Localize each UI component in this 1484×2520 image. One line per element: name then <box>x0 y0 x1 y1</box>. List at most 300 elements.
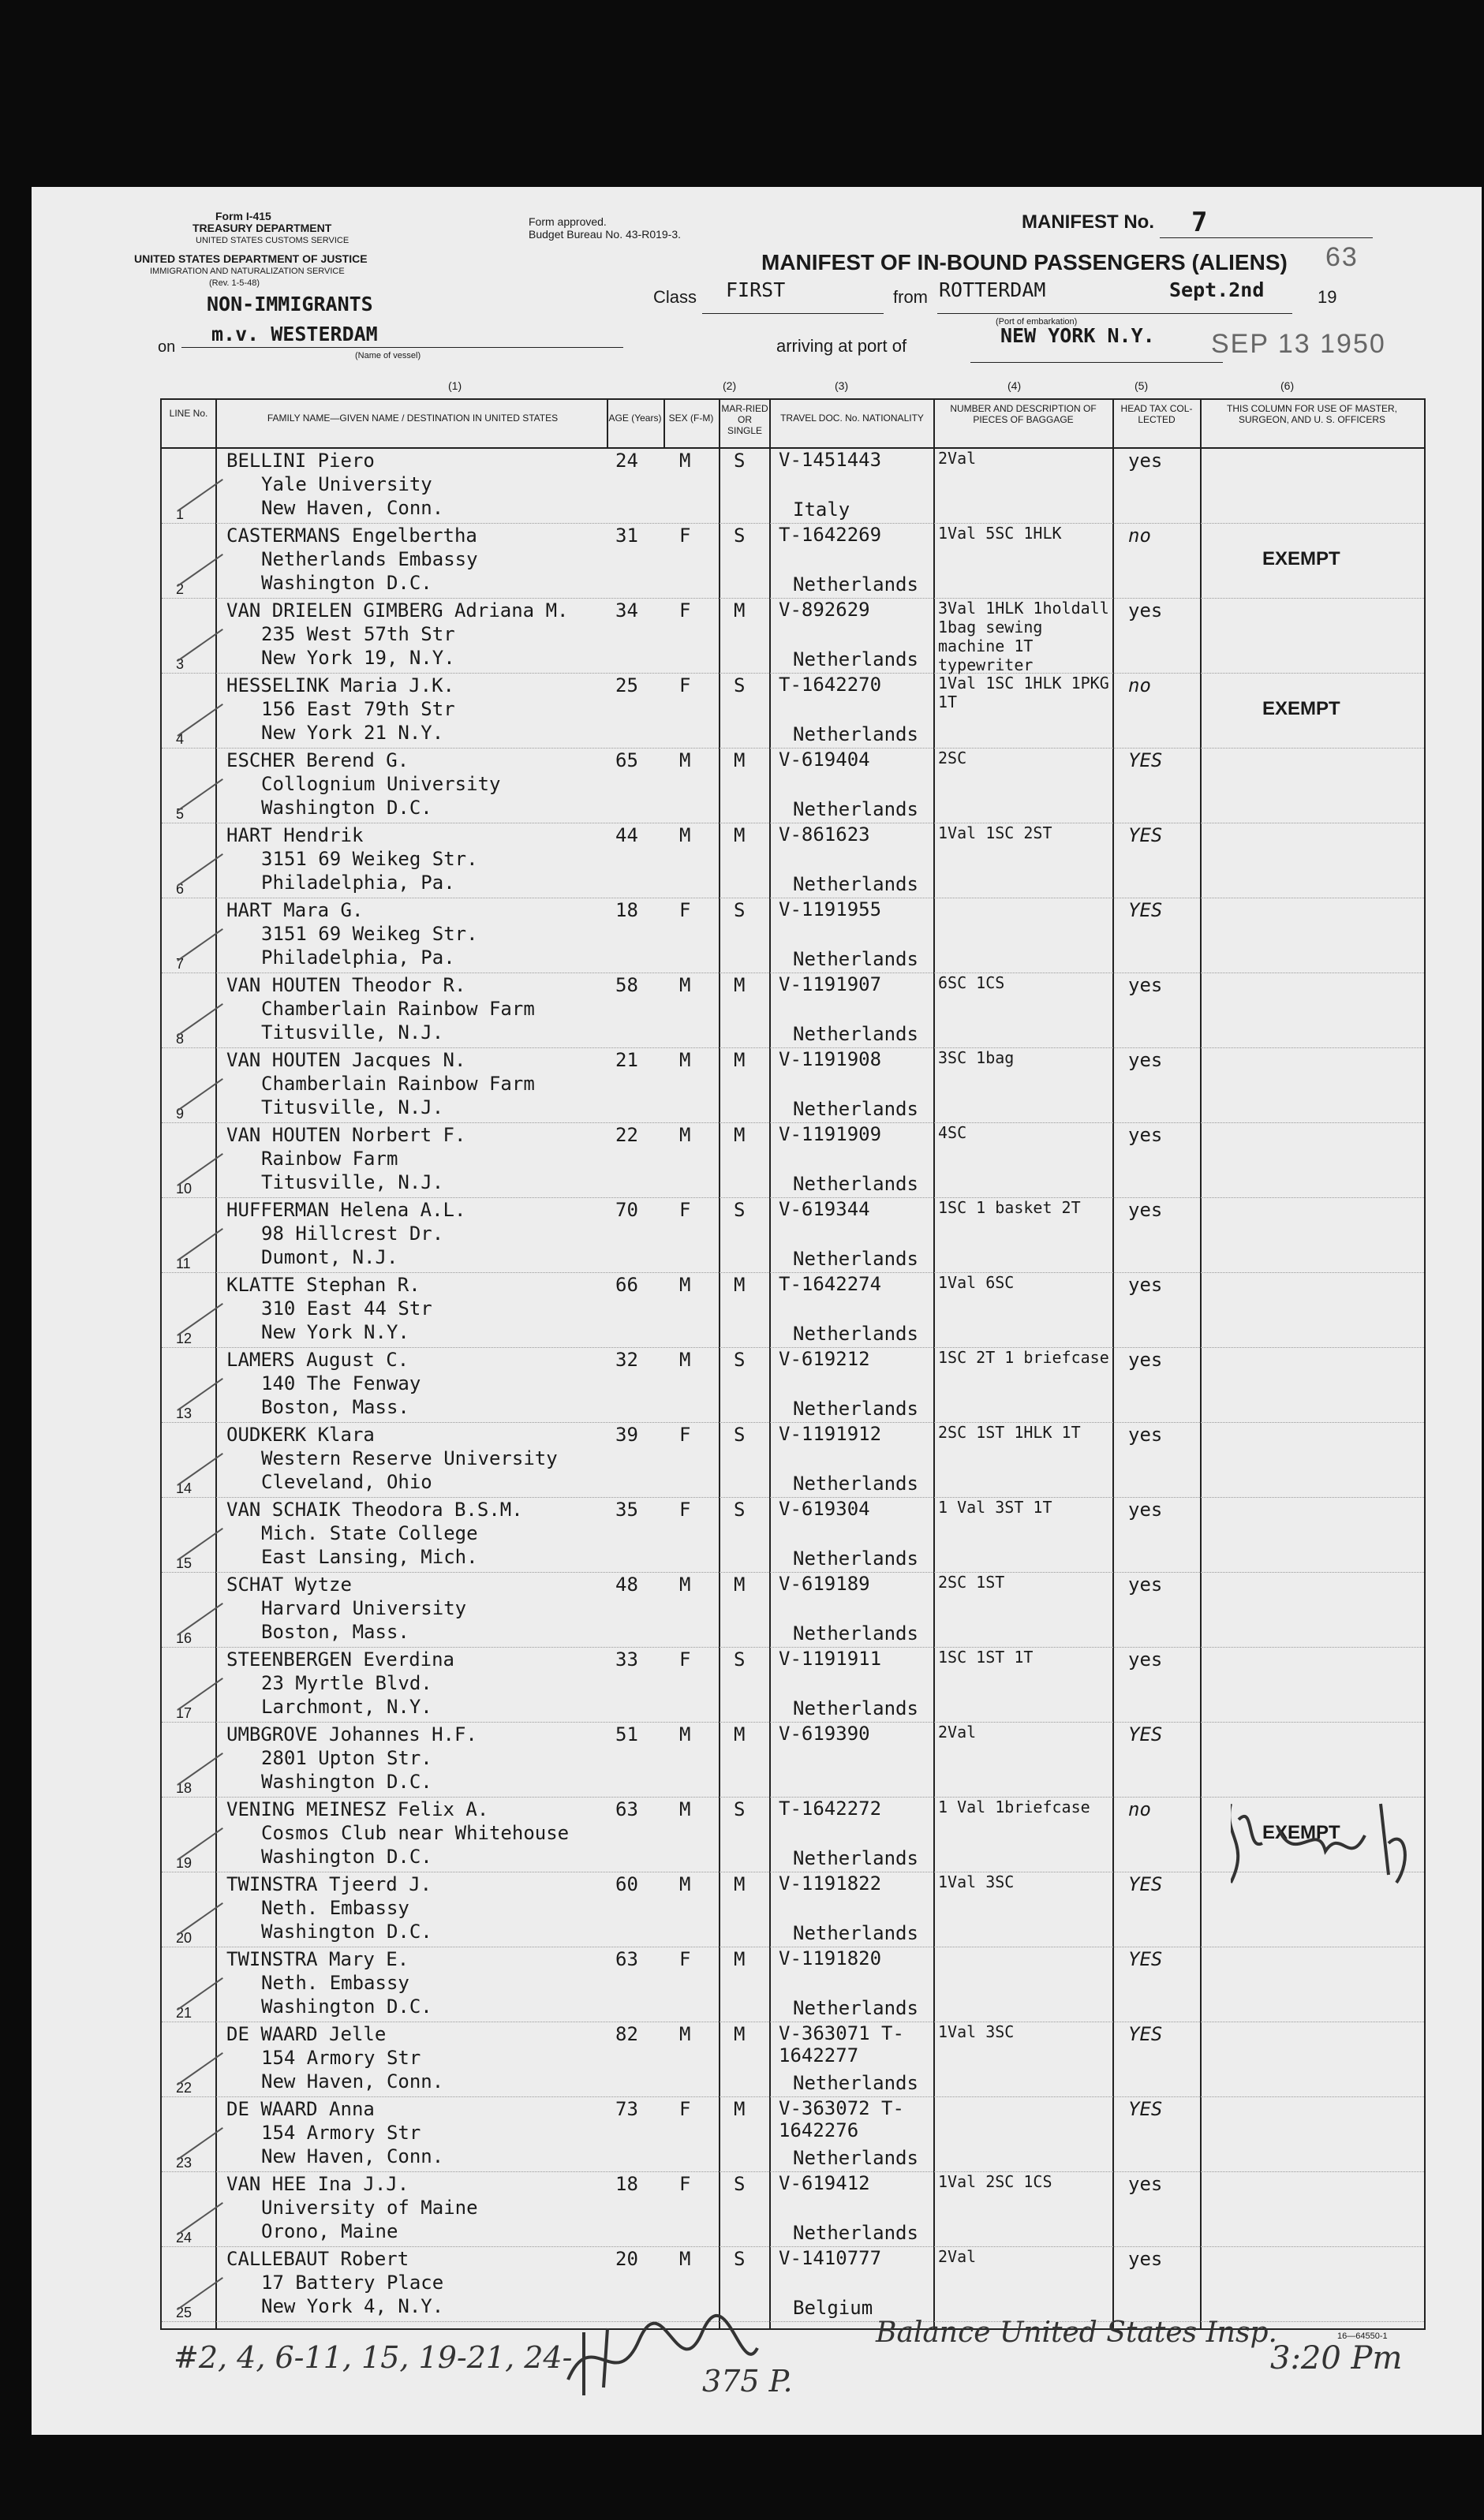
sex: F <box>679 599 691 622</box>
line-number: 18 <box>176 1780 193 1796</box>
baggage: 1Val 2SC 1CS <box>938 2172 1052 2191</box>
sex: M <box>679 1723 691 1745</box>
passenger-name: HESSELINK Maria J.K. <box>226 674 454 696</box>
marital-status: M <box>734 1723 746 1745</box>
nationality: Netherlands <box>793 1547 918 1570</box>
table-row <box>162 449 1424 524</box>
table-row <box>162 524 1424 599</box>
passenger-name: DE WAARD Anna <box>226 2098 375 2120</box>
travel-doc-number: T-1642270 <box>779 674 882 696</box>
col-num-4: (4) <box>1007 379 1022 392</box>
age: 65 <box>615 749 638 771</box>
nationality: Netherlands <box>793 1323 918 1345</box>
age: 44 <box>615 824 638 846</box>
passenger-name: VENING MEINESZ Felix A. <box>226 1798 489 1820</box>
head-tax: yes <box>1128 1274 1163 1296</box>
address-line-1: Mich. State College <box>261 1522 478 1544</box>
check-mark-icon <box>177 629 222 662</box>
check-mark-icon <box>177 1528 222 1561</box>
col-header-officers: THIS COLUMN FOR USE OF MASTER, SURGEON, AND U. S. OFFICERS <box>1226 403 1397 425</box>
check-mark-icon <box>177 1753 222 1786</box>
table-row <box>162 1648 1424 1723</box>
check-mark-icon <box>177 1603 222 1636</box>
age: 63 <box>615 1798 638 1820</box>
travel-doc-number: V-619212 <box>779 1348 870 1370</box>
table-row <box>162 1198 1424 1273</box>
passenger-name: VAN SCHAIK Theodora B.S.M. <box>226 1499 523 1521</box>
sex: F <box>679 2098 691 2120</box>
line-number: 8 <box>176 1031 185 1047</box>
marital-status: M <box>734 599 746 622</box>
head-tax: YES <box>1128 2098 1163 2120</box>
col-header-baggage: NUMBER AND DESCRIPTION OF PIECES OF BAGGAGE <box>950 403 1097 425</box>
baggage: 1Val 3SC <box>938 1872 1015 1891</box>
address-line-1: Chamberlain Rainbow Farm <box>261 1073 535 1095</box>
passenger-name: STEENBERGEN Everdina <box>226 1648 454 1671</box>
table-row <box>162 1573 1424 1648</box>
address-line-2: East Lansing, Mich. <box>261 1546 478 1568</box>
address-line-2: New York N.Y. <box>261 1321 409 1343</box>
travel-doc-number: V-1191911 <box>779 1648 882 1670</box>
travel-doc-number: V-1191912 <box>779 1423 882 1445</box>
marital-status: M <box>734 824 746 846</box>
address-line-1: 140 The Fenway <box>261 1372 421 1394</box>
nationality: Netherlands <box>793 1248 918 1270</box>
non-immigrants-label: NON-IMMIGRANTS <box>207 293 373 315</box>
address-line-2: Orono, Maine <box>261 2220 398 2242</box>
head-tax: YES <box>1128 749 1163 771</box>
marital-status: S <box>734 1648 746 1671</box>
address-line-2: Washington D.C. <box>261 1995 432 2018</box>
from-port: ROTTERDAM <box>939 278 1046 301</box>
passenger-name: BELLINI Piero <box>226 450 375 472</box>
check-mark-icon <box>177 1303 222 1336</box>
travel-doc-number: V-619189 <box>779 1573 870 1595</box>
sailing-date: Sept.2nd <box>1169 278 1265 301</box>
vessel-note: (Name of vessel) <box>355 351 421 360</box>
address-line-2: New Haven, Conn. <box>261 497 444 519</box>
age: 73 <box>615 2098 638 2120</box>
inspector-signature <box>560 2309 765 2403</box>
baggage: 1SC 1ST 1T <box>938 1648 1034 1667</box>
age: 18 <box>615 899 638 921</box>
nationality: Netherlands <box>793 1997 918 2019</box>
check-mark-icon <box>177 1228 222 1261</box>
passenger-name: LAMERS August C. <box>226 1349 409 1371</box>
marital-status: M <box>734 2023 746 2045</box>
marital-status: S <box>734 1499 746 1521</box>
travel-doc-number: V-619390 <box>779 1723 870 1745</box>
baggage: 6SC 1CS <box>938 973 1005 992</box>
manifest-sheet <box>32 187 1482 2435</box>
nationality: Netherlands <box>793 1922 918 1944</box>
marital-status: M <box>734 1574 746 1596</box>
table-row <box>162 1498 1424 1573</box>
head-tax: yes <box>1128 1574 1163 1596</box>
line-number: 25 <box>176 2305 193 2320</box>
sex: F <box>679 1648 691 1671</box>
nationality: Netherlands <box>793 1847 918 1869</box>
address-line-2: Larchmont, N.Y. <box>261 1696 432 1718</box>
address-line-1: Yale University <box>261 473 432 495</box>
col-num-5: (5) <box>1134 379 1149 392</box>
baggage: 1Val 5SC 1HLK <box>938 524 1062 543</box>
sex: M <box>679 1873 691 1895</box>
address-line-1: Chamberlain Rainbow Farm <box>261 998 535 1020</box>
age: 33 <box>615 1648 638 1671</box>
sex: F <box>679 2173 691 2195</box>
address-line-2: New York 21 N.Y. <box>261 722 444 744</box>
passenger-name: UMBGROVE Johannes H.F. <box>226 1723 477 1745</box>
travel-doc-number: V-363071 T-1642277 <box>779 2022 904 2066</box>
nationality: Netherlands <box>793 2072 918 2094</box>
check-mark-icon <box>177 1378 222 1411</box>
baggage: 2SC 1ST <box>938 1573 1005 1592</box>
check-mark-icon <box>177 1827 222 1861</box>
head-tax: yes <box>1128 450 1163 472</box>
passenger-name: KLATTE Stephan R. <box>226 1274 421 1296</box>
table-row <box>162 1273 1424 1348</box>
head-tax: yes <box>1128 1424 1163 1446</box>
line-number: 4 <box>176 731 185 747</box>
line-number: 13 <box>176 1406 193 1421</box>
sex: M <box>679 1274 691 1296</box>
baggage: 2SC 1ST 1HLK 1T <box>938 1423 1081 1442</box>
marital-status: S <box>734 1199 746 1221</box>
table-row <box>162 898 1424 973</box>
class-value: FIRST <box>726 278 786 301</box>
address-line-1: Neth. Embassy <box>261 1897 409 1919</box>
address-line-1: 3151 69 Weikeg Str. <box>261 848 478 870</box>
ins-service: IMMIGRATION AND NATURALIZATION SERVICE <box>150 267 345 276</box>
officer-initials <box>1231 1796 1420 1898</box>
address-line-1: 154 Armory Str <box>261 2047 421 2069</box>
check-mark-icon <box>177 928 222 961</box>
col-header-line: LINE No. <box>169 408 208 419</box>
sex: M <box>679 1124 691 1146</box>
table-row <box>162 2172 1424 2247</box>
address-line-2: Washington D.C. <box>261 1846 432 1868</box>
table-row <box>162 2097 1424 2172</box>
sex: F <box>679 1499 691 1521</box>
marital-status: S <box>734 1798 746 1820</box>
table-row <box>162 1723 1424 1798</box>
address-line-2: Titusville, N.J. <box>261 1021 444 1043</box>
check-mark-icon <box>177 2202 222 2235</box>
table-row <box>162 1947 1424 2022</box>
col-num-2: (2) <box>723 379 737 392</box>
nationality: Netherlands <box>793 2147 918 2169</box>
budget-bureau: Budget Bureau No. 43-R019-3. <box>529 228 682 241</box>
nationality: Belgium <box>793 2297 873 2319</box>
head-tax: YES <box>1128 1948 1163 1970</box>
head-tax: no <box>1128 674 1151 696</box>
head-tax: YES <box>1128 824 1163 846</box>
baggage: 1Val 1SC 1HLK 1PKG 1T <box>938 674 1109 711</box>
baggage: 2SC <box>938 749 967 767</box>
page-number: 63 <box>1325 242 1359 272</box>
sex: M <box>679 824 691 846</box>
line-number: 5 <box>176 806 185 822</box>
line-number: 6 <box>176 881 185 897</box>
officer-note: EXEMPT <box>1262 1822 1340 1843</box>
age: 70 <box>615 1199 638 1221</box>
arriving-label: arriving at port of <box>776 336 907 356</box>
nationality: Netherlands <box>793 1473 918 1495</box>
sex: F <box>679 1199 691 1221</box>
marital-status: S <box>734 2173 746 2195</box>
table-row <box>162 1048 1424 1123</box>
head-tax: yes <box>1128 1499 1163 1521</box>
age: 82 <box>615 2023 638 2045</box>
check-mark-icon <box>177 1003 222 1036</box>
manifest-number: 7 <box>1191 207 1208 238</box>
address-line-2: Washington D.C. <box>261 1771 432 1793</box>
address-line-1: 154 Armory Str <box>261 2122 421 2144</box>
address-line-2: Boston, Mass. <box>261 1396 409 1418</box>
age: 63 <box>615 1948 638 1970</box>
passenger-name: VAN HOUTEN Norbert F. <box>226 1124 466 1146</box>
travel-doc-number: V-619344 <box>779 1198 870 1220</box>
col-num-3: (3) <box>835 379 849 392</box>
marital-status: S <box>734 899 746 921</box>
baggage: 1Val 3SC <box>938 2022 1015 2041</box>
address-line-1: Cosmos Club near Whitehouse <box>261 1822 570 1844</box>
address-line-2: Washington D.C. <box>261 572 432 594</box>
table-row <box>162 674 1424 749</box>
address-line-1: Western Reserve University <box>261 1447 558 1469</box>
address-line-2: Titusville, N.J. <box>261 1171 444 1193</box>
line-number: 21 <box>176 2005 193 2021</box>
check-mark-icon <box>177 778 222 812</box>
annotation-count: 375 P. <box>702 2364 793 2399</box>
sex: F <box>679 674 691 696</box>
nationality: Netherlands <box>793 873 918 895</box>
line-number: 2 <box>176 581 185 597</box>
travel-doc-number: V-1410777 <box>779 2247 882 2269</box>
baggage: 3Val 1HLK 1holdall 1bag sewing machine 1T typewriter <box>938 599 1109 674</box>
baggage: 2Val <box>938 1723 977 1742</box>
passenger-table <box>160 398 1426 2330</box>
marital-status: M <box>734 2098 746 2120</box>
head-tax: YES <box>1128 899 1163 921</box>
on-label: on <box>158 338 176 356</box>
line-number: 24 <box>176 2230 193 2246</box>
col-header-married: MAR-RIED OR SINGLE <box>721 403 768 436</box>
baggage: 1 Val 3ST 1T <box>938 1498 1052 1517</box>
line-number: 14 <box>176 1480 193 1496</box>
year-label: 19 <box>1318 287 1337 307</box>
marital-status: M <box>734 1124 746 1146</box>
age: 51 <box>615 1723 638 1745</box>
baggage: 4SC <box>938 1123 967 1142</box>
sex: M <box>679 749 691 771</box>
age: 35 <box>615 1499 638 1521</box>
officer-note: EXEMPT <box>1262 698 1340 719</box>
form-code: 16—64550-1 <box>1337 2331 1388 2341</box>
age: 58 <box>615 974 638 996</box>
check-mark-icon <box>177 1678 222 1711</box>
age: 21 <box>615 1049 638 1071</box>
line-number: 1 <box>176 506 185 522</box>
age: 32 <box>615 1349 638 1371</box>
nationality: Netherlands <box>793 648 918 670</box>
address-line-1: Harvard University <box>261 1597 467 1619</box>
age: 48 <box>615 1574 638 1596</box>
travel-doc-number: V-892629 <box>779 599 870 621</box>
age: 24 <box>615 450 638 472</box>
table-row <box>162 1423 1424 1498</box>
passenger-name: HART Mara G. <box>226 899 364 921</box>
address-line-1: University of Maine <box>261 2197 478 2219</box>
check-mark-icon <box>177 479 222 512</box>
marital-status: M <box>734 749 746 771</box>
line-number: 7 <box>176 956 185 972</box>
line-number: 12 <box>176 1331 193 1346</box>
sex: M <box>679 1574 691 1596</box>
sex: M <box>679 1349 691 1371</box>
check-mark-icon <box>177 853 222 887</box>
baggage: 1SC 2T 1 briefcase <box>938 1348 1109 1367</box>
table-row <box>162 1123 1424 1198</box>
head-tax: yes <box>1128 2173 1163 2195</box>
nationality: Netherlands <box>793 1398 918 1420</box>
justice-dept: UNITED STATES DEPARTMENT OF JUSTICE <box>134 252 368 265</box>
address-line-2: Washington D.C. <box>261 1921 432 1943</box>
table-row <box>162 2022 1424 2097</box>
marital-status: S <box>734 450 746 472</box>
form-number: Form I-415 <box>215 210 271 222</box>
age: 34 <box>615 599 638 622</box>
travel-doc-number: T-1642269 <box>779 524 882 546</box>
age: 22 <box>615 1124 638 1146</box>
address-line-2: New Haven, Conn. <box>261 2070 444 2093</box>
line-number: 11 <box>176 1256 191 1271</box>
age: 39 <box>615 1424 638 1446</box>
table-row <box>162 599 1424 674</box>
check-mark-icon <box>177 2277 222 2310</box>
age: 66 <box>615 1274 638 1296</box>
line-number: 15 <box>176 1555 193 1571</box>
check-mark-icon <box>177 2052 222 2085</box>
line-number: 17 <box>176 1705 193 1721</box>
embark-note: (Port of embarkation) <box>996 317 1078 327</box>
address-line-2: Washington D.C. <box>261 797 432 819</box>
col-header-tax: HEAD TAX COL-LECTED <box>1120 403 1193 425</box>
sex: M <box>679 1798 691 1820</box>
sex: M <box>679 2248 691 2270</box>
annotation-lines: #2, 4, 6-11, 15, 19-21, 24- <box>174 2340 573 2375</box>
class-label: Class <box>653 287 697 307</box>
check-mark-icon <box>177 704 222 737</box>
passenger-name: CASTERMANS Engelbertha <box>226 525 477 547</box>
address-line-1: 235 West 57th Str <box>261 623 455 645</box>
col-header-travel: TRAVEL DOC. No. NATIONALITY <box>780 413 924 424</box>
address-line-1: 23 Myrtle Blvd. <box>261 1672 432 1694</box>
passenger-name: VAN HOUTEN Theodor R. <box>226 974 466 996</box>
travel-doc-number: T-1642274 <box>779 1273 882 1295</box>
head-tax: yes <box>1128 599 1163 622</box>
address-line-1: Netherlands Embassy <box>261 548 478 570</box>
vessel-name: m.v. WESTERDAM <box>211 323 378 345</box>
check-mark-icon <box>177 554 222 587</box>
address-line-2: New York 19, N.Y. <box>261 647 455 669</box>
officer-note: EXEMPT <box>1262 548 1340 569</box>
treasury-dept: TREASURY DEPARTMENT <box>193 222 332 234</box>
travel-doc-number: V-1191909 <box>779 1123 882 1145</box>
baggage: 1 Val 1briefcase <box>938 1798 1090 1816</box>
col-header-age: AGE (Years) <box>608 413 662 424</box>
head-tax: yes <box>1128 1648 1163 1671</box>
arrival-port: NEW YORK N.Y. <box>1000 324 1155 347</box>
sex: F <box>679 899 691 921</box>
travel-doc-number: V-619304 <box>779 1498 870 1520</box>
sex: M <box>679 974 691 996</box>
marital-status: M <box>734 1049 746 1071</box>
manifest-title: MANIFEST OF IN-BOUND PASSENGERS (ALIENS) <box>761 250 1288 274</box>
head-tax: yes <box>1128 974 1163 996</box>
address-line-1: 98 Hillcrest Dr. <box>261 1223 444 1245</box>
travel-doc-number: V-1191907 <box>779 973 882 995</box>
annotation-balance: Balance United States Insp. <box>876 2317 1277 2349</box>
head-tax: YES <box>1128 1723 1163 1745</box>
head-tax: YES <box>1128 2023 1163 2045</box>
col-num-1: (1) <box>448 379 462 392</box>
address-line-1: 310 East 44 Str <box>261 1297 432 1320</box>
nationality: Netherlands <box>793 798 918 820</box>
age: 60 <box>615 1873 638 1895</box>
from-label: from <box>893 287 928 307</box>
travel-doc-number: V-1191908 <box>779 1048 882 1070</box>
passenger-name: HART Hendrik <box>226 824 364 846</box>
form-approved: Form approved. <box>529 215 607 228</box>
passenger-name: OUDKERK Klara <box>226 1424 375 1446</box>
nationality: Netherlands <box>793 573 918 595</box>
passenger-name: TWINSTRA Tjeerd J. <box>226 1873 432 1895</box>
check-mark-icon <box>177 1153 222 1186</box>
marital-status: M <box>734 1274 746 1296</box>
nationality: Netherlands <box>793 1023 918 1045</box>
age: 20 <box>615 2248 638 2270</box>
address-line-2: Philadelphia, Pa. <box>261 946 455 969</box>
address-line-1: 17 Battery Place <box>261 2272 444 2294</box>
marital-status: S <box>734 1349 746 1371</box>
nationality: Netherlands <box>793 2222 918 2244</box>
check-mark-icon <box>177 1453 222 1486</box>
line-number: 10 <box>176 1181 193 1197</box>
address-line-2: Philadelphia, Pa. <box>261 872 455 894</box>
travel-doc-number: V-619404 <box>779 749 870 771</box>
marital-status: M <box>734 1873 746 1895</box>
passenger-name: CALLEBAUT Robert <box>226 2248 409 2270</box>
head-tax: yes <box>1128 1349 1163 1371</box>
nationality: Netherlands <box>793 1173 918 1195</box>
head-tax: yes <box>1128 2248 1163 2270</box>
sex: M <box>679 450 691 472</box>
table-row <box>162 749 1424 823</box>
arrival-date-stamp: SEP 13 1950 <box>1211 329 1386 359</box>
marital-status: M <box>734 1948 746 1970</box>
address-line-1: Neth. Embassy <box>261 1972 409 1994</box>
age: 31 <box>615 525 638 547</box>
passenger-name: DE WAARD Jelle <box>226 2023 387 2045</box>
nationality: Netherlands <box>793 948 918 970</box>
line-number: 22 <box>176 2080 193 2096</box>
address-line-1: 156 East 79th Str <box>261 698 455 720</box>
age: 25 <box>615 674 638 696</box>
line-number: 3 <box>176 656 185 672</box>
travel-doc-number: V-619412 <box>779 2172 870 2194</box>
